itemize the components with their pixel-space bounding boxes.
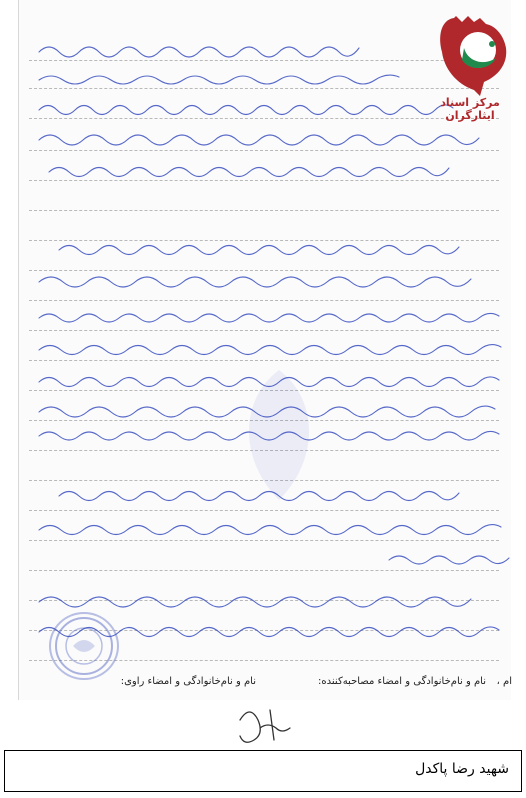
leading-fragment: ام ، bbox=[496, 676, 512, 687]
interviewer-label: نام و نام‌خانوادگی و امضاء مصاحبه‌کننده: bbox=[318, 676, 486, 687]
signature-mark bbox=[230, 700, 300, 750]
narrator-label: نام و نام‌خانوادگی و امضاء راوی: bbox=[120, 676, 256, 687]
caption-title: شهید رضا پاکدل bbox=[415, 761, 509, 777]
logo-caption: مرکز اسناد ایثارگران bbox=[440, 96, 500, 122]
caption-box bbox=[4, 750, 522, 792]
organization-logo-icon bbox=[420, 8, 520, 108]
watermark-emblem bbox=[219, 360, 339, 510]
stamp-seal bbox=[49, 612, 119, 680]
